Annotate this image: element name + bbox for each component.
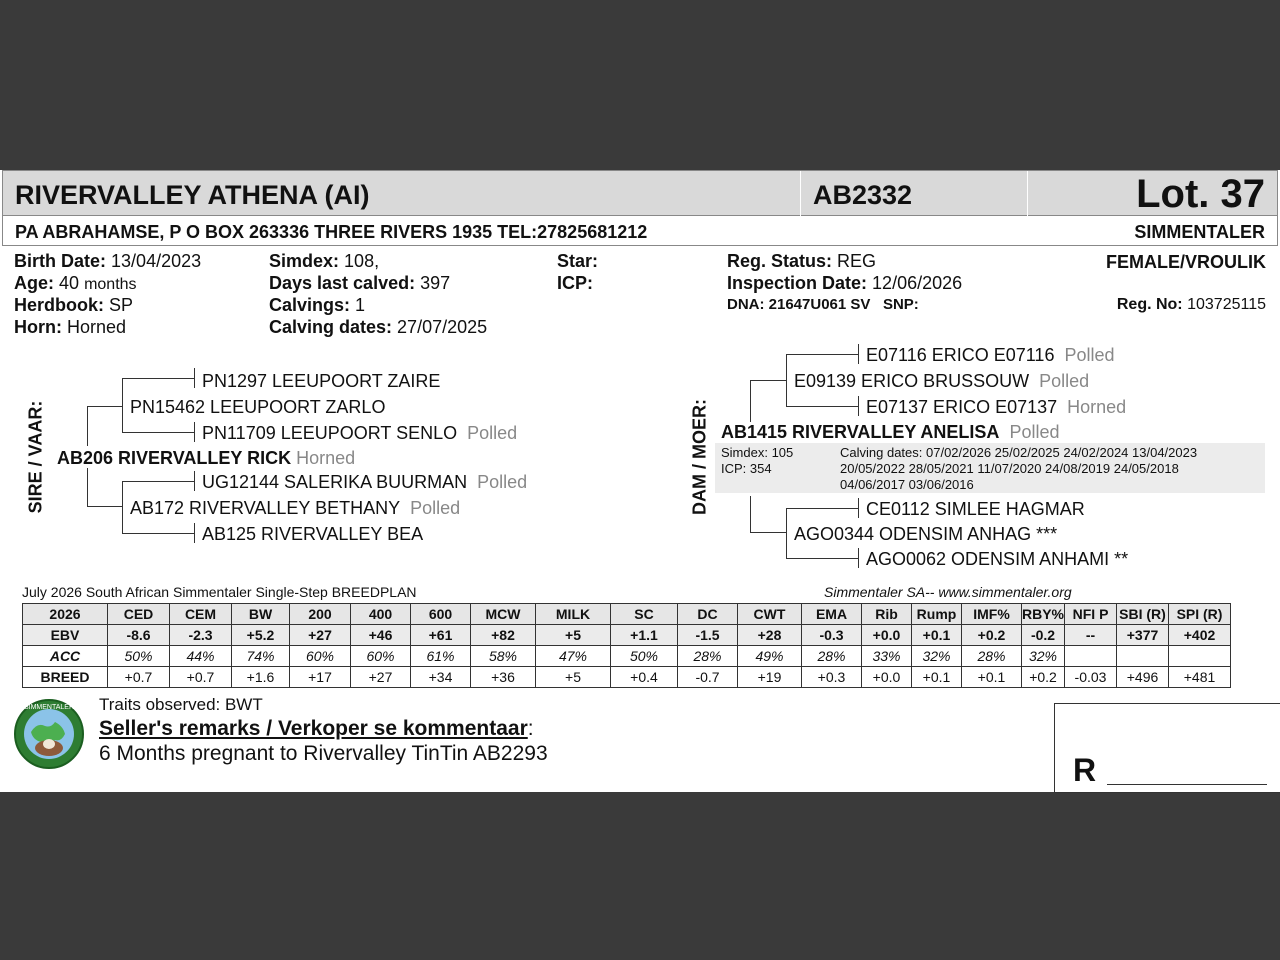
sire-dam: AB172 RIVERVALLEY BETHANY Polled xyxy=(130,498,461,518)
sire-sire-dam: PN11709 LEEUPOORT SENLO Polled xyxy=(202,423,518,443)
ebv-cell: +402 xyxy=(1169,625,1231,646)
dam-dam-sire: CE0112 SIMLEE HAGMAR xyxy=(866,499,1085,519)
ebv-cell: MCW xyxy=(471,604,536,625)
ebv-cell: +82 xyxy=(471,625,536,646)
ebv-cell: 33% xyxy=(862,646,912,667)
ebv-cell: 200 xyxy=(290,604,351,625)
ebv-cell: 58% xyxy=(471,646,536,667)
ebv-cell: +61 xyxy=(411,625,471,646)
birth-date: Birth Date: 13/04/2023 xyxy=(14,251,202,271)
ebv-cell: 47% xyxy=(536,646,611,667)
acc-row xyxy=(23,646,1231,667)
simdex: Simdex: 108, xyxy=(269,251,380,271)
ebv-cell: +0.2 xyxy=(1022,667,1065,688)
ebv-cell: +496 xyxy=(1117,667,1169,688)
simmentaler-logo xyxy=(13,698,85,775)
ebv-cell: -0.3 xyxy=(802,625,862,646)
dam-sire: E09139 ERICO BRUSSOUW Polled xyxy=(794,371,1090,391)
star: Star: xyxy=(557,251,599,271)
ebv-cell xyxy=(1117,646,1169,667)
sex: FEMALE/VROULIK xyxy=(1106,252,1266,272)
ebv-cell: ACC xyxy=(23,646,108,667)
ebv-cell xyxy=(1065,646,1117,667)
sire-sire: PN15462 LEEUPOORT ZARLO xyxy=(130,397,386,417)
ebv-cell: 44% xyxy=(170,646,232,667)
price-r-label: R xyxy=(1073,752,1097,788)
ebv-cell: +0.7 xyxy=(170,667,232,688)
ebv-cell: +0.2 xyxy=(962,625,1022,646)
ebv-header-row xyxy=(23,604,1231,625)
ebv-cell: +27 xyxy=(351,667,411,688)
ebv-cell: SPI (R) xyxy=(1169,604,1231,625)
ebv-cell: 50% xyxy=(108,646,170,667)
ebv-cell: 2026 xyxy=(23,604,108,625)
ebv-cell: BREED xyxy=(23,667,108,688)
ebv-cell xyxy=(1169,646,1231,667)
ebv-cell: EBV xyxy=(23,625,108,646)
ebv-cell: +0.0 xyxy=(862,625,912,646)
ebv-cell: 400 xyxy=(351,604,411,625)
calvings: Calvings: 1 xyxy=(269,295,366,315)
remarks-title: Seller's remarks / Verkoper se kommentaar: xyxy=(99,717,534,740)
ebv-cell: +5 xyxy=(536,667,611,688)
ebv-cell: 32% xyxy=(1022,646,1065,667)
traits-observed: Traits observed: BWT xyxy=(99,695,263,714)
registration-id: AB2332 xyxy=(813,180,913,210)
lot-number: Lot. 37 xyxy=(1136,172,1265,216)
horn: Horn: Horned xyxy=(14,317,127,337)
inspection-date: Inspection Date: 12/06/2026 xyxy=(727,273,963,293)
ebv-cell: +377 xyxy=(1117,625,1169,646)
dam-dam-dam: AGO0062 ODENSIM ANHAMI ** xyxy=(866,549,1129,569)
ebv-cell: +1.6 xyxy=(232,667,290,688)
dam-sire-dam: E07137 ERICO E07137 Horned xyxy=(866,397,1127,417)
ebv-cell: BW xyxy=(232,604,290,625)
ebv-cell: 28% xyxy=(678,646,738,667)
ebv-cell: +0.1 xyxy=(962,667,1022,688)
ebv-cell: -0.03 xyxy=(1065,667,1117,688)
ebv-cell: DC xyxy=(678,604,738,625)
breedplan-caption: July 2026 South African Simmentaler Single-Step BREEDPLAN xyxy=(22,584,417,600)
ebv-cell: +17 xyxy=(290,667,351,688)
ebv-cell: +27 xyxy=(290,625,351,646)
days-last-calved: Days last calved: 397 xyxy=(269,273,451,293)
ebv-cell: 32% xyxy=(912,646,962,667)
ebv-cell: -8.6 xyxy=(108,625,170,646)
sire: AB206 RIVERVALLEY RICK Horned xyxy=(57,448,356,468)
ebv-cell: NFI P xyxy=(1065,604,1117,625)
icp: ICP: xyxy=(557,273,593,293)
dam-icp: ICP: 354 xyxy=(721,461,772,476)
simmentaler-website: Simmentaler SA-- www.simmentaler.org xyxy=(824,584,1072,600)
dna-snp: DNA: 21647U061 SV SNP: xyxy=(727,296,919,313)
ebv-cell: CWT xyxy=(738,604,802,625)
reg-status: Reg. Status: REG xyxy=(727,251,877,271)
dam-simdex: Simdex: 105 xyxy=(721,445,794,460)
ebv-cell: +0.3 xyxy=(802,667,862,688)
herdbook: Herdbook: SP xyxy=(14,295,134,315)
ebv-cell: MILK xyxy=(536,604,611,625)
ebv-cell: SC xyxy=(611,604,678,625)
svg-text:SIMMENTALER: SIMMENTALER xyxy=(23,704,75,711)
dam-sire-sire: E07116 ERICO E07116 Polled xyxy=(866,345,1115,365)
ebv-cell: CED xyxy=(108,604,170,625)
ebv-cell: +0.7 xyxy=(108,667,170,688)
owner-address: PA ABRAHAMSE, P O BOX 263336 THREE RIVERS 1935 TEL:27825681212 xyxy=(15,222,648,242)
header-bar xyxy=(2,170,1278,216)
animal-name: RIVERVALLEY ATHENA (AI) xyxy=(15,180,370,210)
ebv-cell: Rump xyxy=(912,604,962,625)
ebv-cell: -0.7 xyxy=(678,667,738,688)
ebv-cell: +0.1 xyxy=(912,667,962,688)
ebv-row xyxy=(23,625,1231,646)
ebv-cell: 600 xyxy=(411,604,471,625)
breed-name: SIMMENTALER xyxy=(1134,222,1265,242)
ebv-cell: 28% xyxy=(962,646,1022,667)
ebv-cell: 50% xyxy=(611,646,678,667)
ebv-cell: SBI (R) xyxy=(1117,604,1169,625)
sire-side-label: SIRE / VAAR: xyxy=(25,400,46,514)
sire-dam-sire: UG12144 SALERIKA BUURMAN Polled xyxy=(202,472,528,492)
ebv-cell: +0.1 xyxy=(912,625,962,646)
ebv-cell: -1.5 xyxy=(678,625,738,646)
ebv-cell: CEM xyxy=(170,604,232,625)
ebv-cell: +36 xyxy=(471,667,536,688)
dam-side-label: DAM / MOER: xyxy=(689,399,710,515)
ebv-cell: 61% xyxy=(411,646,471,667)
ebv-cell: +1.1 xyxy=(611,625,678,646)
age: Age: 40 months xyxy=(14,273,137,293)
seller-remarks: 6 Months pregnant to Rivervalley TinTin AB2293 xyxy=(99,742,548,765)
dam-calving-dates-1: Calving dates: 07/02/2026 25/02/2025 24/02/2024 13/04/2023 xyxy=(840,445,1198,460)
sire-dam-dam: AB125 RIVERVALLEY BEA xyxy=(202,524,424,544)
ebv-table xyxy=(22,603,1231,688)
ebv-cell: +481 xyxy=(1169,667,1231,688)
ebv-cell: +19 xyxy=(738,667,802,688)
calving-dates: Calving dates: 27/07/2025 xyxy=(269,317,488,337)
ebv-cell: 60% xyxy=(351,646,411,667)
reg-number: Reg. No: 103725115 xyxy=(1116,296,1266,313)
ebv-cell: -2.3 xyxy=(170,625,232,646)
ebv-cell: +5.2 xyxy=(232,625,290,646)
ebv-cell: +46 xyxy=(351,625,411,646)
ebv-cell: IMF% xyxy=(962,604,1022,625)
ebv-cell: +34 xyxy=(411,667,471,688)
ebv-cell: RBY% xyxy=(1022,604,1065,625)
ebv-cell: +28 xyxy=(738,625,802,646)
dam-dam: AGO0344 ODENSIM ANHAG *** xyxy=(794,524,1058,544)
ebv-cell: +5 xyxy=(536,625,611,646)
price-box xyxy=(1054,703,1280,793)
dam: AB1415 RIVERVALLEY ANELISA Polled xyxy=(721,422,1060,442)
sire-sire-sire: PN1297 LEEUPOORT ZAIRE xyxy=(202,371,441,391)
ebv-cell: 60% xyxy=(290,646,351,667)
ebv-cell: -- xyxy=(1065,625,1117,646)
ebv-cell: +0.0 xyxy=(862,667,912,688)
ebv-cell: +0.4 xyxy=(611,667,678,688)
breed-avg-row xyxy=(23,667,1231,688)
dam-stats-box xyxy=(715,443,1265,493)
ebv-cell: -0.2 xyxy=(1022,625,1065,646)
owner-bar xyxy=(2,216,1278,246)
ebv-cell: 28% xyxy=(802,646,862,667)
ebv-cell: Rib xyxy=(862,604,912,625)
ebv-cell: 49% xyxy=(738,646,802,667)
ebv-cell: EMA xyxy=(802,604,862,625)
price-line xyxy=(1107,784,1267,785)
dam-calving-dates-2: 20/05/2022 28/05/2021 11/07/2020 24/08/2019 24/05/2018 xyxy=(840,461,1179,476)
ebv-cell: 74% xyxy=(232,646,290,667)
lot-card xyxy=(0,170,1280,792)
dam-calving-dates-3: 04/06/2017 03/06/2016 xyxy=(840,477,974,492)
